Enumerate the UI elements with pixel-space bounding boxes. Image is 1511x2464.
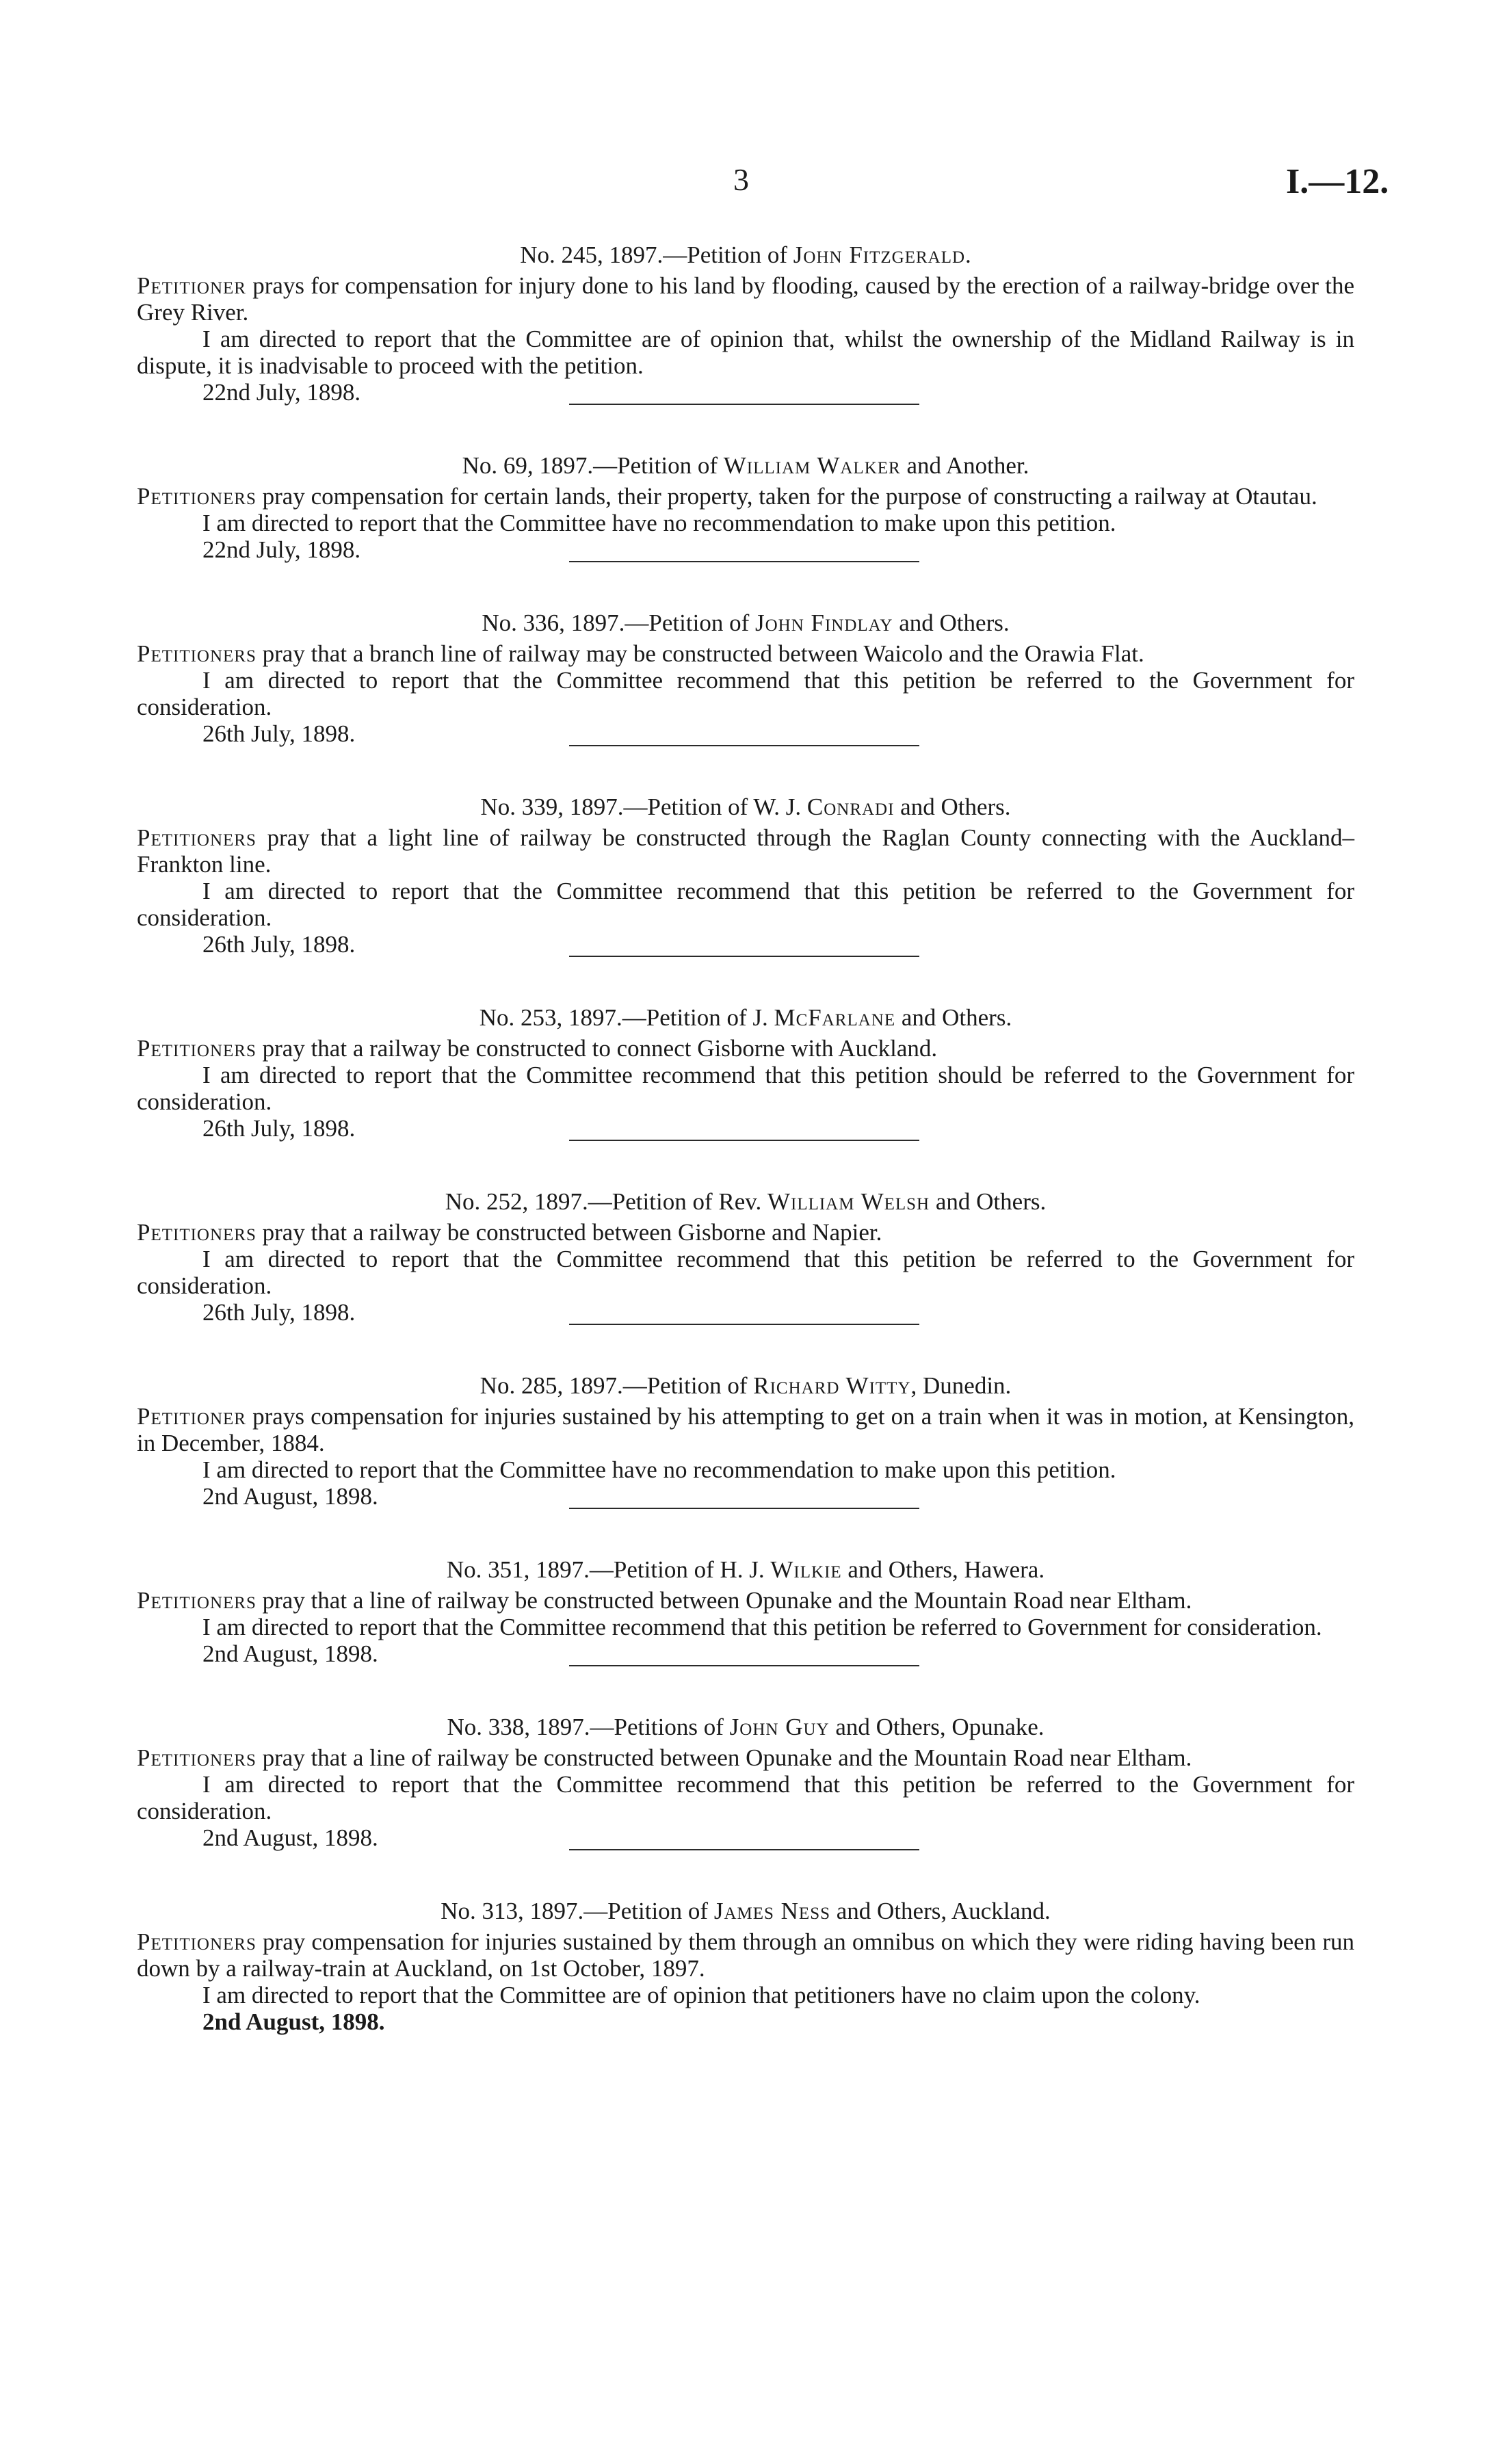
date-row (137, 2008, 1354, 2039)
prayer-text: pray that a light line of railway be constructed through the Raglan County connecting with the Auckland–Frankton line. (137, 824, 1354, 878)
petition-list (137, 241, 1354, 2039)
petitioner-lead: Petitioner (137, 1403, 246, 1430)
committee-report: I am directed to report that the Committee have no recommendation to make upon this petition. (202, 510, 1116, 536)
separator-rule (569, 1508, 919, 1509)
spacer (137, 1854, 1354, 1897)
prayer-text: pray that a line of railway be constructed between Opunake and the Mountain Road near Eltham. (256, 1587, 1192, 1614)
petitioner-lead: Petitioner (137, 272, 246, 299)
report-date: 2nd August, 1898. (202, 1824, 378, 1851)
petition-title (137, 1372, 1354, 1400)
committee-report: I am directed to report that the Committee recommend that this petition be referred to Government for consideration. (202, 1614, 1322, 1640)
petition-title (137, 1713, 1354, 1742)
petition-entry (137, 1713, 1354, 1897)
petitioner-lead: Petitioners (137, 1587, 257, 1614)
petition-title-suffix: and Others. (895, 1004, 1012, 1031)
petition-prayer (137, 1928, 1354, 1982)
petitioner-lead: Petitioners (137, 1035, 257, 1062)
date-row (137, 720, 1354, 750)
petition-prayer (137, 640, 1354, 667)
petition-title-suffix: . (965, 241, 971, 268)
report-date: 22nd July, 1898. (202, 379, 361, 406)
committee-report: I am directed to report that the Committee are of opinion that, whilst the ownership of the Midland Railway is in dispute, it is inadvisable to proceed with the petition. (137, 326, 1354, 379)
petitioner-lead: Petitioners (137, 824, 257, 851)
spacer (137, 961, 1354, 1004)
petition-prayer (137, 483, 1354, 510)
petition-title (137, 793, 1354, 822)
petitioner-name: John Guy (729, 1714, 830, 1740)
report-date: 2nd August, 1898. (202, 1483, 378, 1510)
report-date: 26th July, 1898. (202, 1115, 356, 1142)
committee-report: I am directed to report that the Committee recommend that this petition be referred to the Government for consideration. (137, 667, 1354, 720)
separator-rule (569, 956, 919, 957)
petition-title-prefix: No. 285, 1897.—Petition of (479, 1372, 754, 1399)
petition-title-suffix: and Others, Hawera. (841, 1556, 1045, 1583)
spacer (137, 1670, 1354, 1713)
date-row (137, 536, 1354, 566)
committee-report: I am directed to report that the Committee recommend that this petition be referred to the Government for consideration. (137, 1771, 1354, 1824)
report-date: 2nd August, 1898. (202, 1640, 378, 1667)
prayer-text: pray that a railway be constructed between Gisborne and Napier. (256, 1219, 882, 1246)
petition-title (137, 451, 1354, 480)
page-header (0, 161, 1511, 216)
petition-title-suffix: and Others, Opunake. (829, 1714, 1044, 1740)
petition-prayer (137, 1744, 1354, 1771)
petition-title-prefix: No. 338, 1897.—Petitions of (447, 1714, 730, 1740)
spacer (137, 409, 1354, 451)
petition-prayer (137, 824, 1354, 878)
date-row (137, 1640, 1354, 1670)
petition-title (137, 1004, 1354, 1032)
petition-prayer (137, 1219, 1354, 1246)
petition-title-prefix: No. 313, 1897.—Petition of (441, 1898, 714, 1924)
petitioner-name: James Ness (713, 1898, 831, 1924)
separator-rule (569, 404, 919, 405)
petitioner-name: Wilkie (770, 1556, 842, 1583)
petitioner-name: William Walker (723, 452, 901, 479)
petitioner-lead: Petitioners (137, 640, 257, 667)
date-row (137, 379, 1354, 409)
date-row (137, 1824, 1354, 1854)
petition-title (137, 241, 1354, 270)
date-row (137, 1483, 1354, 1513)
spacer (137, 566, 1354, 609)
petition-title (137, 609, 1354, 638)
prayer-text: pray compensation for injuries sustained by them through an omnibus on which they were riding having been run down by a railway-train at Auckland, on 1st October, 1897. (137, 1928, 1354, 1982)
petition-entry (137, 1188, 1354, 1372)
petition-title-prefix: No. 69, 1897.—Petition of (462, 452, 724, 479)
report-date: 26th July, 1898. (202, 1299, 356, 1326)
prayer-text: pray that a branch line of railway may be constructed between Waicolo and the Orawia Flat. (256, 640, 1144, 667)
prayer-text: prays compensation for injuries sustained by his attempting to get on a train when it was in motion, at Kensington, in December, 1884. (137, 1403, 1354, 1456)
petitioner-lead: Petitioners (137, 1744, 257, 1771)
petition-title-suffix: and Others. (930, 1188, 1047, 1215)
report-date: 22nd July, 1898. (202, 536, 361, 563)
petition-entry (137, 609, 1354, 793)
prayer-text: pray that a railway be constructed to connect Gisborne with Auckland. (256, 1035, 938, 1062)
petition-entry (137, 1004, 1354, 1188)
petitioner-name: Richard Witty (753, 1372, 911, 1399)
committee-report: I am directed to report that the Committee recommend that this petition be referred to the Government for consideration. (137, 1246, 1354, 1299)
separator-rule (569, 1849, 919, 1850)
petitioner-lead: Petitioners (137, 1219, 257, 1246)
petition-entry (137, 241, 1354, 451)
petition-title-suffix: and Another. (900, 452, 1029, 479)
separator-rule (569, 1324, 919, 1325)
petition-title-prefix: No. 351, 1897.—Petition of H. J. (446, 1556, 771, 1583)
petition-title-suffix: and Others, Auckland. (830, 1898, 1051, 1924)
committee-report: I am directed to report that the Committee recommend that this petition should be referred to the Government for consideration. (137, 1062, 1354, 1115)
petition-entry (137, 1897, 1354, 2039)
petition-title-prefix: No. 245, 1897.—Petition of (520, 241, 793, 268)
committee-report: I am directed to report that the Committee recommend that this petition be referred to the Government for consideration. (137, 878, 1354, 931)
spacer (137, 1145, 1354, 1188)
petitioner-name: John Findlay (754, 610, 893, 636)
petition-prayer (137, 1403, 1354, 1456)
petition-prayer (137, 1587, 1354, 1614)
petitioner-name: John Fitzgerald (793, 241, 966, 268)
petitioner-name: William Welsh (767, 1188, 930, 1215)
petition-title (137, 1897, 1354, 1926)
report-date: 2nd August, 1898. (202, 2008, 385, 2035)
committee-report: I am directed to report that the Committee are of opinion that petitioners have no claim upon the colony. (202, 1982, 1200, 2008)
separator-rule (569, 745, 919, 746)
petition-entry (137, 451, 1354, 609)
spacer (137, 750, 1354, 793)
committee-report: I am directed to report that the Committee have no recommendation to make upon this petition. (202, 1456, 1116, 1483)
date-row (137, 1299, 1354, 1329)
separator-rule (569, 1665, 919, 1666)
report-date: 26th July, 1898. (202, 720, 356, 747)
petition-title-prefix: No. 336, 1897.—Petition of (482, 610, 755, 636)
date-row (137, 1115, 1354, 1145)
page-number: 3 (733, 162, 749, 197)
petitioner-name: McFarlane (774, 1004, 896, 1031)
petition-entry (137, 1556, 1354, 1713)
prayer-text: prays for compensation for injury done to his land by flooding, caused by the erection of a railway-bridge over the Grey River. (137, 272, 1354, 326)
petition-entry (137, 1372, 1354, 1556)
date-row (137, 931, 1354, 961)
petitioner-lead: Petitioners (137, 1928, 257, 1955)
spacer (137, 1329, 1354, 1372)
petitioner-name: Conradi (806, 794, 895, 820)
petition-title (137, 1556, 1354, 1584)
petition-title (137, 1188, 1354, 1216)
prayer-text: pray compensation for certain lands, their property, taken for the purpose of constructing a railway at Otautau. (256, 483, 1317, 510)
petition-title-suffix: and Others. (894, 794, 1011, 820)
petitioner-lead: Petitioners (137, 483, 257, 510)
separator-rule (569, 1140, 919, 1141)
spacer (137, 1513, 1354, 1556)
petition-prayer (137, 1035, 1354, 1062)
prayer-text: pray that a line of railway be constructed between Opunake and the Mountain Road near Eltham. (256, 1744, 1192, 1771)
petition-title-prefix: No. 252, 1897.—Petition of Rev. (445, 1188, 767, 1215)
petition-title-prefix: No. 339, 1897.—Petition of W. J. (480, 794, 807, 820)
petition-title-suffix: and Others. (893, 610, 1010, 636)
separator-rule (569, 561, 919, 562)
document-reference: I.—12. (1286, 162, 1389, 201)
petition-title-suffix: , Dunedin. (910, 1372, 1012, 1399)
report-date: 26th July, 1898. (202, 931, 356, 958)
petition-prayer (137, 272, 1354, 326)
petition-title-prefix: No. 253, 1897.—Petition of J. (479, 1004, 774, 1031)
petition-entry (137, 793, 1354, 1004)
